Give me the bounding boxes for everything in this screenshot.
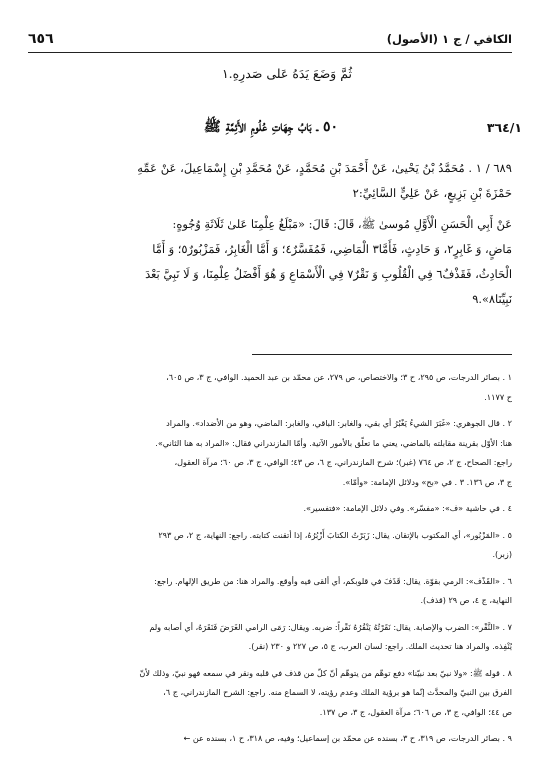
continuation-text: ثُمَّ وَضَعَ يَدَهُ عَلى صَدرِهِ.١	[221, 66, 352, 81]
matn-line: الْحَادِثُ، فَقَذْفٌ٦ فِي الْقُلُوبِ وَ نَقْرٌ٧ فِي الْأَسْمَاعِ وَ هُوَ أَفْضَلُ عِلْمِنَا، وَ لَا نَبِيَّ بَعْدَ	[145, 267, 512, 281]
book-title: الكافي / ج ١ (الأصول)	[386, 32, 512, 46]
hadith-text	[28, 212, 512, 312]
hadith-isnad	[28, 156, 512, 206]
footnote-line: هنا: الأوّل بقرينة مقابلته بالماضي، يعني ما تعلّق بالأمور الآتية. وأمّا المازندراني فقال: «المراد به هنا الثاني».	[155, 437, 512, 448]
matn-line: نَبِيِّنَا٨».٩	[472, 292, 512, 306]
footnote-line: ٨ . قوله ﷺ: «ولا نبيّ بعد نبيّنا» دفع توهّم من يتوهّم أنّ كلّ من قذف في قلبه ونقر في سمعه فهو نبيّ، وذلك لأنّ	[139, 667, 512, 678]
footnotes	[26, 368, 512, 749]
page-number: ٦٥٦	[28, 31, 54, 47]
chapter-heading	[20, 118, 522, 142]
footnote-line: ٩ . بصائر الدرجات، ص ٣١٩، ح ٣، بسنده عن محمّد بن إسماعيل؛ وفيه، ص ٣١٨، ح ١، بسنده عن ←	[183, 733, 512, 743]
footnote-separator	[252, 354, 512, 355]
footnote-line: ٥ . «المَزْبُور»، أي المكتوب بالإتقان. يقال: زَبَرْتُ الكتابَ أَزْبُرُهُ، إذا أتقنت كتابته. راجع: النهاية، ج ٢، ص ٢٩٣	[158, 529, 512, 540]
page-header	[28, 26, 512, 53]
chapter-title: ٥٠ ـ بَابُ جِهَاتِ عُلُومِ الأَئِمَّةِ ﷺ	[203, 119, 339, 135]
footnote-line: ١ . بصائر الدرجات، ص ٢٩٥، ح ٣؛ والاختصاص، ص ٢٧٩، عن محمّد بن عبد الحميد. الوافي، ج ٣، ص ٦٠٥،	[166, 372, 512, 382]
chapter-reference: ٣٦٤/١	[486, 120, 522, 135]
footnote-line: ج ٣، ص ١٣٦. ٣ . في «بح» ودلائل الإمامة: «وأمّا».	[342, 476, 512, 487]
footnote-line: راجع: الصحاح، ج ٢، ص ٧٦٤ (غبر)؛ شرح المازندراني، ج ٦، ص ٤٣؛ الوافي، ج ٣، ص ٦٠؛ مرآة العقول،	[174, 457, 512, 467]
footnote-line: الفرق بين النبيّ والمحدَّث إنّما هو برؤية الملك وعدم رؤيته، لا السماع منه. راجع: الشرح المازندراني، ج ٦،	[163, 687, 512, 697]
footnote-line: (زبر).	[492, 549, 512, 559]
matn-line: عَنْ أَبِي الْحَسَنِ الْأَوَّلِ مُوسىٰ ﷺ، قَالَ: قَالَ: «مَبْلَغُ عِلْمِنَا عَلىٰ ثَلَاثَةِ وُجُوهٍ:	[172, 217, 512, 231]
footnote-line: النهاية، ج ٤، ص ٢٩ (قذف).	[420, 595, 512, 605]
footnote-line: ٧ . «النَّقْر»: الضرب والإصابة. يقال: نَقَرْتُهُ يَنْقُرُهُ نَقْراً: ضربه. ويقال: رَمَى الرامي الغَرَضَ فَنَقَرَهُ، أي أصابه ولم	[149, 621, 512, 632]
footnote-line: ٦ . «القَذْف»: الرمي بقوّة. يقال: قَذَفَ في قلوبكم، أي ألقى فيه وأوقع. والمراد هنا: من طريق الإلهام. راجع:	[154, 575, 512, 586]
footnote-line: ٢ . قال الجوهري: «غَبَرَ الشيءُ يَغْبُرُ أي بقي، والغابر: الباقي، والغابر: الماضي، وهو من الأضداد». والمراد	[166, 418, 512, 428]
footnote-line: يُنْفِذه. والمراد هنا تحديث الملك. راجع: لسان العرب، ج ٥، ص ٢٢٧ و ٢٣٠ (نقر).	[248, 641, 512, 651]
isnad-line: ٦٨٩ / ١ . مُحَمَّدُ بْنُ يَحْيىٰ، عَنْ أَحْمَدَ بْنِ مُحَمَّدٍ، عَنْ مُحَمَّدِ بْنِ إِسْمَاعِيلَ، عَنْ عَمِّهِ	[137, 161, 512, 175]
isnad-line: حَمْزَةَ بْنِ بَزِيعٍ، عَنْ عَلِيٍّ السَّائِيِّ:٢	[352, 186, 512, 200]
footnote-line: ح ١١٧٧.	[484, 391, 512, 402]
footnote-line: ٤ . في حاشية «ف»: «مفسّر». وفي دلائل الإمامة: «فتفسير».	[303, 503, 512, 513]
matn-line: مَاضٍ، وَ غَابِرٍ٢، وَ حَادِثٍ، فَأَمَّا٣ الْمَاضِي، فَمُفَسَّرٌ٤؛ وَ أَمَّا الْغَابِرُ، فَمَزْبُورٌ٥؛ وَ أَمَّا	[152, 242, 512, 256]
footnote-line: ص ٤٤؛ الوافي، ج ٣، ص ٦٠٦؛ مرآة العقول، ج ٣، ص ١٣٧.	[319, 706, 512, 717]
